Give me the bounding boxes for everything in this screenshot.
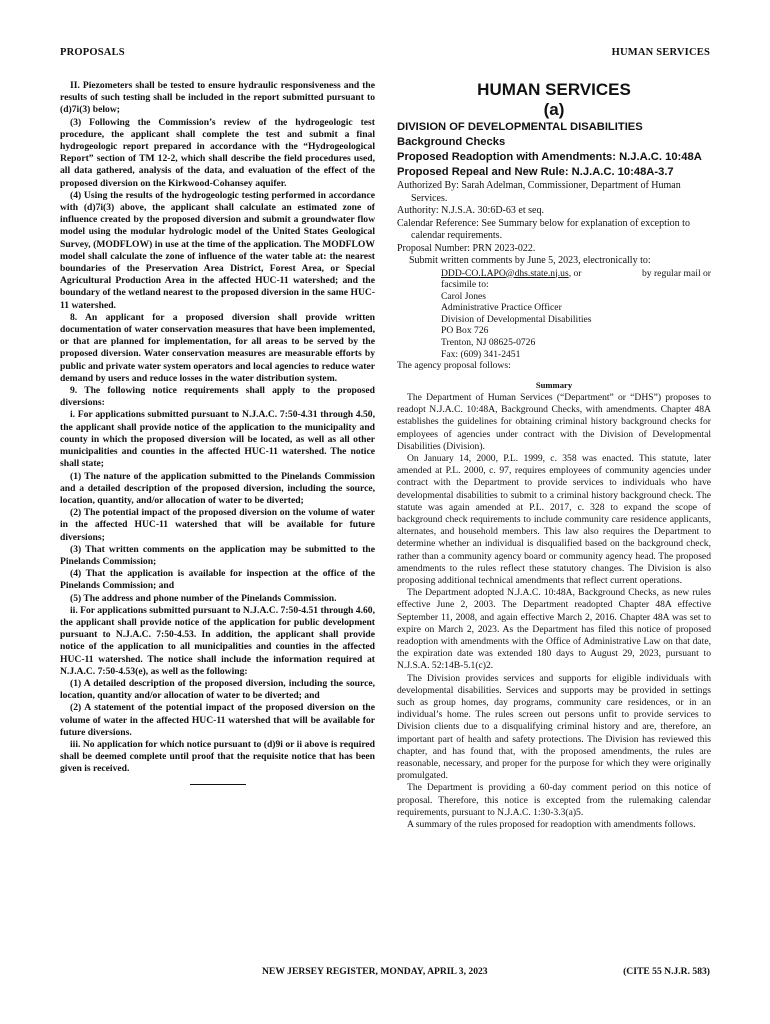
email-suffix: , or <box>568 267 582 279</box>
left-paragraph: II. Piezometers shall be tested to ensure hydraulic responsiveness and the results of such testing shall be included in the report submitted pursuant to (d)7i(3) below; <box>60 80 375 116</box>
left-paragraph: 8. An applicant for a proposed diversion shall provide written documentation of water conservation measures that have been implemented, or that are planned for implementation, for all areas to be served by the proposed diversion. Water conservation measures are measurable efforts by public and private water system operators and local agencies to reduce water demand by users and reduce losses in the water distribution system. <box>60 311 375 384</box>
address-line: Administrative Practice Officer <box>441 302 562 314</box>
left-paragraph: (3) Following the Commission’s review of the hydrogeologic test procedure, the applicant shall complete the test and submit a final hydrogeologic report prepared in accordance with the “Hydrogeological Report” section of TM 12-2, which shall describe the field procedures used, all data gathered, analysis of the data, and evaluation of the effect of the proposed diversion on the Kirkwood-Cohansey aquifer. <box>60 116 375 189</box>
summary-paragraph: A summary of the rules proposed for readoption with amendments follows. <box>407 819 696 831</box>
email-line <box>441 268 711 280</box>
subject-heading: Background Checks <box>397 136 506 148</box>
summary-paragraph: The Division provides services and supports for eligible individuals with developmental disabilities. Services and supports may be provided in settings such as group homes, day programs, community care residences, or in an individual’s home. The rules screen out persons unfit to provide services to Division clients due to a disqualifying criminal history and are, therefore, an important part of health and safety protections. The Division has reviewed this chapter, and has found that, with the proposed amendments, the rules are reasonable, necessary, and proper for the purpose for which they were originally promulgated. <box>397 672 711 782</box>
agency-proposal-follows: The agency proposal follows: <box>397 360 511 372</box>
address-line: PO Box 726 <box>441 325 489 337</box>
running-head-left: PROPOSALS <box>60 47 125 58</box>
left-paragraph: (2) The potential impact of the proposed diversion on the volume of water in the affected HUC-11 watershed that will be available for future diversions; <box>60 507 375 543</box>
left-paragraph: (1) A detailed description of the proposed diversion, including the source, location, quantity and/or allocation of water to be diverted; and <box>60 677 375 702</box>
readoption-heading: Proposed Readoption with Amendments: N.J.A.C. 10:48A <box>397 151 702 163</box>
mailing-address <box>441 268 711 361</box>
address-line: Fax: (609) 341-2451 <box>441 348 521 360</box>
summary-paragraph: The Department is providing a 60-day comment period on this notice of proposal. Therefore, this notice is excepted from the rulemaking calendar requirements, pursuant to N.J.A.C. 1:30-3.3(a)5. <box>397 782 711 818</box>
address-line: Division of Developmental Disabilities <box>441 313 592 325</box>
summary-paragraph: The Department of Human Services (“Department” or “DHS”) proposes to readopt N.J.A.C. 10:48A, Background Checks, with amendments. Chapter 48A establishes the guidelines for obtaining criminal history background checks for employees of agencies under contract with the Division of Developmental Disabilities (Division). <box>397 391 711 452</box>
running-head-right: HUMAN SERVICES <box>611 47 710 58</box>
address-line: Carol Jones <box>441 290 487 302</box>
proposal-number: Proposal Number: PRN 2023-022. <box>397 242 536 254</box>
left-paragraph: (3) That written comments on the application may be submitted to the Pinelands Commission; <box>60 543 375 567</box>
left-column <box>60 80 375 785</box>
summary-paragraph: On January 14, 2000, P.L. 1999, c. 358 was enacted. This statute, later amended at P.L. 2000, c. 97, requires employees of community agencies under contract with the Department to provide services to individuals who have developmental disabilities to submit to a criminal history background check. The statute was again amended at P.L. 2017, c. 328 to expand the scope of background check requirements to include community care residence applicants, alternates, and household members. This law also requires the Department to determine whether an individual is disqualified based on the background check, rather than a community agency board or community agency head. The proposed amendments to the rules reflect these statutory changes. The Division is also proposing additional technical amendments that reflect current operations. <box>397 452 711 586</box>
left-paragraph: iii. No application for which notice pursuant to (d)9i or ii above is required shall be deemed complete until proof that the requisite notice that has been given is received. <box>60 738 375 775</box>
left-paragraph: (4) That the application is available for inspection at the office of the Pinelands Commission; and <box>60 568 375 592</box>
left-paragraph: (5) The address and phone number of the Pinelands Commission. <box>70 592 337 604</box>
repeal-heading: Proposed Repeal and New Rule: N.J.A.C. 10:48A-3.7 <box>397 166 674 178</box>
agency-title: HUMAN SERVICES <box>477 80 631 99</box>
left-paragraph: (2) A statement of the potential impact of the proposed diversion on the volume of water in the affected HUC-11 watershed that will be available for future diversions. <box>60 702 375 738</box>
footer-register-date: NEW JERSEY REGISTER, MONDAY, APRIL 3, 2023 <box>262 966 488 977</box>
left-paragraph: 9. The following notice requirements shall apply to the proposed diversions: <box>60 385 375 409</box>
address-line: Trenton, NJ 08625-0726 <box>441 337 536 349</box>
left-paragraph: ii. For applications submitted pursuant to N.J.A.C. 7:50-4.51 through 4.60, the applicant shall provide notice of the application for public development pursuant to N.J.A.C. 7:50-4.53. In addition, the applicant shall provide notice of the application to all municipalities and counties in the affected HUC-11 watershed. The notice shall include the information required at N.J.A.C. 7:50-4.53(e), as well as the following: <box>60 604 375 677</box>
right-column <box>397 80 711 831</box>
left-paragraph: (1) The nature of the application submitted to the Pinelands Commission and a detailed description of the proposed diversion, including the source, location, quantity, and/or allocation of water to be diverted; <box>60 470 375 506</box>
item-letter: (a) <box>543 100 565 119</box>
summary-paragraph: The Department adopted N.J.A.C. 10:48A, Background Checks, as new rules effective June 2, 2003. The Department readopted Chapter 48A effective September 11, 2008, and again effective March 2, 2016. Chapter 48A was set to expire on March 2, 2023. As the Department has filed this notice of proposed readoption with amendments with the Office of Administrative Law on that date, the expiration date was extended 180 days to August 29, 2023, pursuant to N.J.S.A. 52:14B-5.1(c)2. <box>397 587 711 672</box>
section-divider <box>190 784 246 785</box>
calendar-reference: Calendar Reference: See Summary below for explanation of exception to calendar requirements. <box>397 217 690 241</box>
mail-option: by regular mail or <box>642 267 711 279</box>
summary-heading: Summary <box>535 379 573 390</box>
left-paragraph: (4) Using the results of the hydrogeologic testing performed in accordance with (d)7i(3) above, the applicant shall calculate an estimated zone of influence created by the proposed diversion and submit a groundwater flow model using the modular hydrologic model of the United States Geological Survey, (MODFLOW) in use at the time of the application. The MODFLOW model shall calculate the zone of influence of the water table at: the nearest boundaries of the Preservation Area District, Forest Area, or Special Agricultural Production Area in the affected HUC-11 watershed; and the boundary of the wetland nearest to the proposed diversion in the same HUC-11 watershed. <box>60 189 375 311</box>
submit-comments: Submit written comments by June 5, 2023, electronically to: <box>409 255 651 266</box>
authorized-by: Authorized By: Sarah Adelman, Commissioner, Department of Human Services. <box>397 180 681 204</box>
division-heading: DIVISION OF DEVELOPMENTAL DISABILITIES <box>397 121 643 133</box>
email-link[interactable]: DDD-CO.LAPO@dhs.state.nj.us <box>441 267 569 279</box>
footer-citation: (CITE 55 N.J.R. 583) <box>623 966 710 977</box>
authority: Authority: N.J.S.A. 30:6D-63 et seq. <box>397 205 544 216</box>
address-line: facsimile to: <box>441 279 489 291</box>
left-paragraph: i. For applications submitted pursuant to N.J.A.C. 7:50-4.31 through 4.50, the applicant shall provide notice of the application to the municipality and county in which the proposed diversion will be located, as well as all other municipalities and counties in the affected HUC-11 watershed. The notice shall state; <box>60 409 375 470</box>
